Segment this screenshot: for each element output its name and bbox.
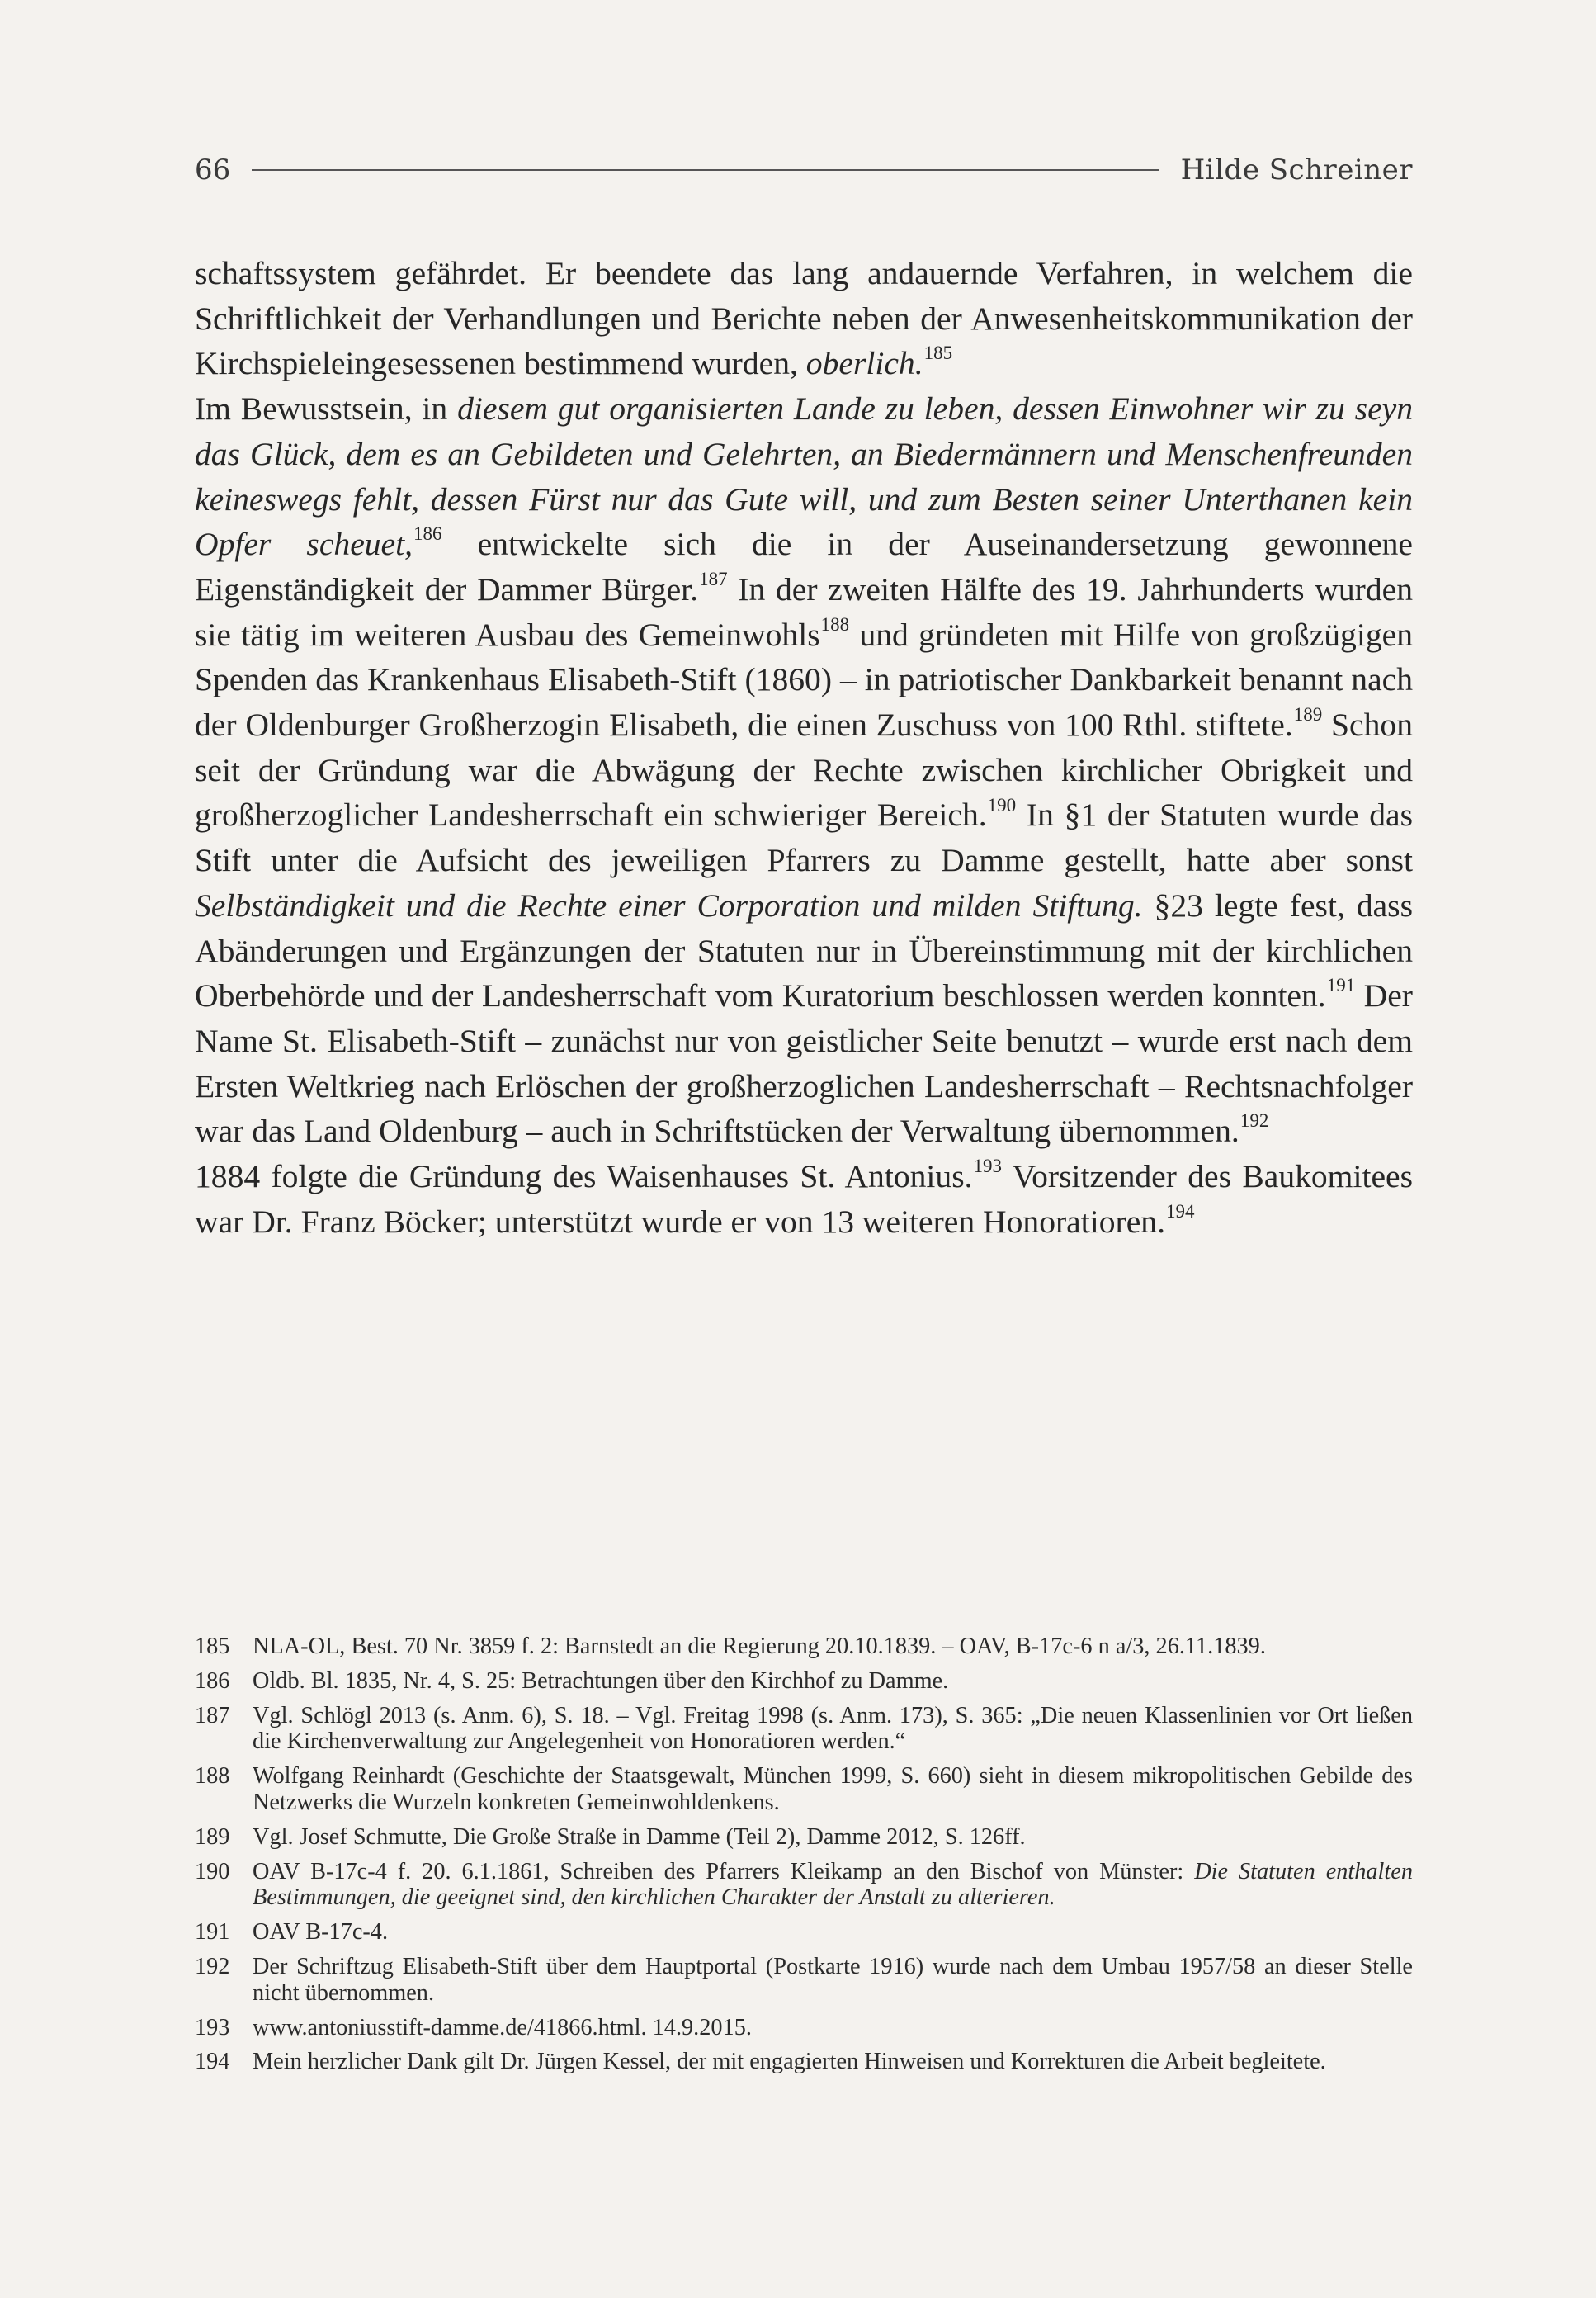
footnote-ref[interactable]: 189 xyxy=(1293,704,1323,726)
footnote xyxy=(195,1824,1413,1851)
footnote-ref[interactable]: 193 xyxy=(973,1156,1002,1177)
footnote-number: 185 xyxy=(195,1634,230,1659)
running-head-author: Hilde Schreiner xyxy=(1180,154,1413,187)
footnote-text: NLA-OL, Best. 70 Nr. 3859 f. 2: Barnstedt an die Regierung 20.10.1839. – OAV, B-17c-6 n a/3, 26.11.1839. xyxy=(253,1634,1266,1659)
footnote xyxy=(195,1954,1413,2007)
footnote-ref[interactable]: 188 xyxy=(820,613,850,635)
text-run: entwickelte sich die in der Auseinandersetzung gewonnene Eigenständigkeit der Dammer Bürger. xyxy=(195,526,1413,608)
footnote-text: www.antoniusstift-damme.de/41866.html. 14.9.2015. xyxy=(253,2014,752,2040)
paragraph-1 xyxy=(195,251,1413,386)
body-text xyxy=(195,251,1413,1244)
header-rule xyxy=(252,169,1159,171)
footnote-text: Der Schriftzug Elisabeth-Stift über dem Hauptportal (Postkarte 1916) wurde nach dem Umbau 1957/58 an dieser Stelle nicht übernommen. xyxy=(253,1953,1413,2006)
text-run: und gründeten mit Hilfe von großzügigen Spenden das Krankenhaus Elisabeth-Stift (1860) – in patriotischer Dankbarkeit benannt nach der Oldenburger Großherzogin Elisabeth, die einen Zuschuss von 100 Rthl. stiftete. xyxy=(195,616,1413,744)
text-run: Im Bewusstsein, in xyxy=(195,390,458,428)
text-run: 1884 folgte die Gründung des Waisenhauses St. Antonius. xyxy=(195,1158,973,1195)
italic-text: oberlich. xyxy=(805,345,923,382)
italic-quote: diesem gut organisierten Lande zu leben, dessen Einwohner wir zu seyn das Glück, dem es an Gebildeten und Gelehrten, an Biedermännern und Menschenfreunden keineswegs fehlt, dessen Fürst nur das Gute will, und zum Besten seiner Unterthanen kein Opfer scheuet, xyxy=(195,390,1413,563)
footnotes xyxy=(195,1634,1413,2083)
text-run: In der zweiten Hälfte des 19. Jahrhunderts wurden sie tätig im weiteren Ausbau des Gemeinwohls xyxy=(195,570,1414,653)
footnote xyxy=(195,2049,1413,2075)
footnote xyxy=(195,1919,1413,1946)
footnote-number: 191 xyxy=(195,1919,230,1946)
footnote-italic-quote: Die Statuten enthalten Bestimmungen, die geeignet sind, den kirchlichen Charakter der Anstalt zu alterieren. xyxy=(253,1858,1413,1911)
footnote xyxy=(195,1668,1413,1695)
footnote xyxy=(195,1634,1413,1660)
footnote-ref[interactable]: 190 xyxy=(987,794,1017,816)
text-run: In §1 der Statuten wurde das Stift unter die Aufsicht des jeweiligen Pfarrers zu Damme gestellt, hatte aber sonst xyxy=(195,797,1413,879)
footnote-number: 190 xyxy=(195,1858,230,1884)
paragraph-3 xyxy=(195,1154,1413,1244)
footnote-ref[interactable]: 194 xyxy=(1165,1200,1195,1222)
text-run: schaftssystem gefährdet. Er beendete das lang andauernde Verfahren, in welchem die Schriftlichkeit der Verhandlungen und Berichte neben der Anwesenheitskommunikation der Kirchspieleingesessenen bestimmend wurden, xyxy=(195,255,1413,382)
footnote-text: Vgl. Josef Schmutte, Die Große Straße in Damme (Teil 2), Damme 2012, S. 126ff. xyxy=(253,1823,1026,1850)
footnote-text-run: OAV B-17c-4 f. 20. 6.1.1861, Schreiben des Pfarrers Kleikamp an den Bischof von Münster: xyxy=(253,1858,1195,1884)
footnote-ref[interactable]: 191 xyxy=(1326,975,1356,996)
footnote-text: OAV B-17c-4. xyxy=(253,1919,389,1946)
footnote-number: 187 xyxy=(195,1702,230,1728)
footnote xyxy=(195,1763,1413,1816)
footnote-number: 193 xyxy=(195,2014,230,2040)
footnote-ref[interactable]: 192 xyxy=(1239,1110,1269,1132)
footnote-text: Mein herzlicher Dank gilt Dr. Jürgen Kessel, der mit engagierten Hinweisen und Korrekturen die Arbeit begleitete. xyxy=(253,2049,1326,2075)
text-run: Schon seit der Gründung war die Abwägung der Rechte zwischen kirchlicher Obrigkeit und großherzoglicher Landesherrschaft ein schwieriger Bereich. xyxy=(195,707,1413,834)
running-head xyxy=(195,147,1413,193)
italic-quote: Selbständigkeit und die Rechte einer Corporation und milden Stiftung. xyxy=(195,887,1143,924)
text-run: §23 legte fest, dass Abänderungen und Ergänzungen der Statuten nur in Übereinstimmung mit der kirchlichen Oberbehörde und der Landesherrschaft vom Kuratorium beschlossen werden konnten. xyxy=(195,887,1413,1014)
footnote-text: Wolfgang Reinhardt (Geschichte der Staatsgewalt, München 1999, S. 660) sieht in diesem mikropolitischen Gebilde des Netzwerks die Wurzeln konkreten Gemeinwohldenkens. xyxy=(253,1763,1413,1815)
footnote xyxy=(195,1703,1413,1756)
footnote-text: Vgl. Schlögl 2013 (s. Anm. 6), S. 18. – Vgl. Freitag 1998 (s. Anm. 173), S. 365: „Die neuen Klassenlinien vor Ort ließen die Kirchenverwaltung zur Angelegenheit von Honoratioren werden.“ xyxy=(253,1702,1413,1755)
footnote-ref[interactable]: 187 xyxy=(699,568,728,589)
footnote-ref[interactable]: 186 xyxy=(413,523,442,545)
footnote xyxy=(195,1859,1413,1912)
footnote xyxy=(195,2015,1413,2041)
page-number: 66 xyxy=(195,154,231,187)
footnote-number: 186 xyxy=(195,1667,230,1694)
paragraph-2 xyxy=(195,386,1413,1154)
text-run: Der Name St. Elisabeth-Stift – zunächst nur von geistlicher Seite benutzt – wurde erst nach dem Ersten Weltkrieg nach Erlöschen der großherzoglichen Landesherrschaft – Rechtsnachfolger war das Land Oldenburg – auch in Schriftstücken der Verwaltung übernommen. xyxy=(195,977,1413,1150)
footnote-number: 188 xyxy=(195,1763,230,1790)
footnote-number: 189 xyxy=(195,1823,230,1850)
footnote-text: Oldb. Bl. 1835, Nr. 4, S. 25: Betrachtungen über den Kirchhof zu Damme. xyxy=(253,1667,949,1694)
footnote-ref[interactable]: 185 xyxy=(923,343,953,364)
text-run: Vorsitzender des Baukomitees war Dr. Franz Böcker; unterstützt wurde er von 13 weiteren Honoratioren. xyxy=(195,1158,1413,1240)
footnote-number: 194 xyxy=(195,2049,230,2075)
footnote-number: 192 xyxy=(195,1953,230,1979)
footnote-text xyxy=(253,1859,1413,1912)
